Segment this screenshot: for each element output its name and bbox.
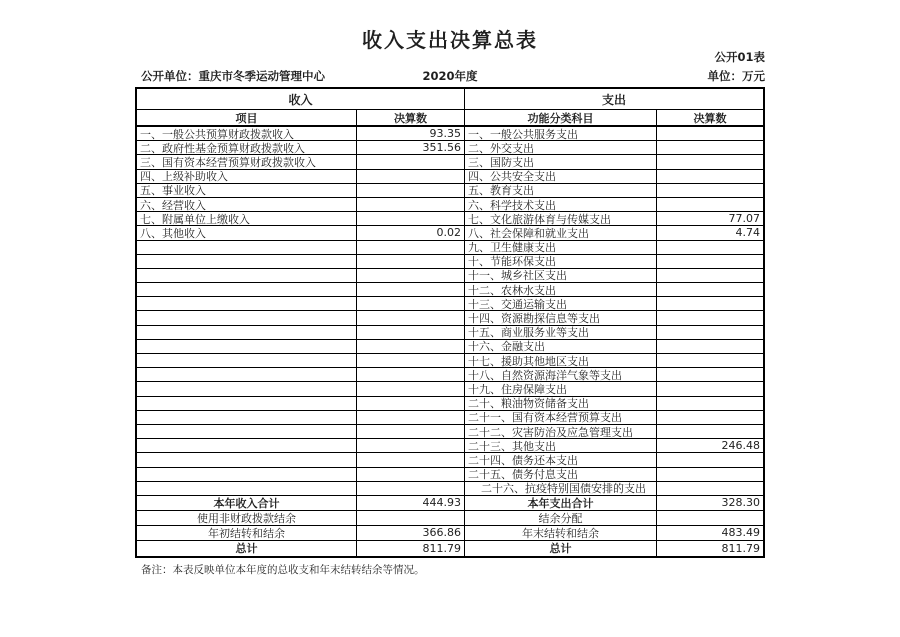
expense-item-cell: 十四、资源勘探信息等支出 (465, 311, 657, 324)
income-amount-cell (357, 198, 465, 211)
expense-item-cell: 七、文化旅游体育与传媒支出 (465, 212, 657, 225)
income-amount-cell: 93.35 (357, 127, 465, 140)
table-row (137, 439, 763, 453)
income-item-cell (137, 439, 357, 452)
income-item-cell: 四、上级补助收入 (137, 170, 357, 183)
income-item-cell (137, 425, 357, 438)
income-amount-cell (357, 482, 465, 495)
expense-amount-cell (657, 397, 763, 410)
expense-amount-cell (657, 382, 763, 395)
income-amount-cell (357, 411, 465, 424)
income-item-cell (137, 397, 357, 410)
expense-amount-cell (657, 283, 763, 296)
fiscal-year: 2020年度 (422, 69, 478, 83)
table-row (137, 311, 763, 325)
income-item-cell (137, 255, 357, 268)
expense-item-cell: 一、一般公共服务支出 (465, 127, 657, 140)
income-item-cell (137, 382, 357, 395)
table-row (137, 354, 763, 368)
income-item-cell (137, 297, 357, 310)
income-amount-cell (357, 340, 465, 353)
income-item-cell (137, 468, 357, 481)
expense-amount-cell (657, 453, 763, 466)
expense-total-label: 本年支出合计 (465, 496, 657, 510)
expense-item-cell: 十七、援助其他地区支出 (465, 354, 657, 367)
expense-amount-cell (657, 170, 763, 183)
footnote: 备注：本表反映单位本年度的总收支和年末结转结余等情况。 (141, 564, 425, 576)
grand-total-income-label: 总计 (137, 541, 357, 556)
grand-total-expense-value: 811.79 (721, 541, 760, 555)
col-header-income-amount: 决算数 (357, 110, 465, 125)
income-item-cell (137, 453, 357, 466)
income-total-label: 本年收入合计 (137, 496, 357, 510)
nonfiscal-balance-label: 使用非财政拨款结余 (137, 511, 357, 525)
income-amount-cell (357, 212, 465, 225)
expense-section-header: 支出 (601, 92, 626, 107)
expense-amount-cell (657, 411, 763, 424)
income-amount-cell (357, 297, 465, 310)
income-amount-cell (357, 368, 465, 381)
expense-item-cell: 二十一、国有资本经营预算支出 (465, 411, 657, 424)
expense-item-cell: 二十二、灾害防治及应急管理支出 (465, 425, 657, 438)
table-row (137, 411, 763, 425)
income-item-cell (137, 241, 357, 254)
income-amount-cell (357, 283, 465, 296)
income-item-cell (137, 283, 357, 296)
table-row (137, 425, 763, 439)
expense-item-cell: 六、科学技术支出 (465, 198, 657, 211)
table-row (137, 340, 763, 354)
expense-item-cell: 十五、商业服务业等支出 (465, 326, 657, 339)
expense-item-cell: 二、外交支出 (465, 141, 657, 154)
summary-row-carryover (137, 526, 763, 541)
table-row (137, 326, 763, 340)
income-amount-cell (357, 311, 465, 324)
begin-carryover-value: 366.86 (357, 526, 465, 540)
table-row (137, 198, 763, 212)
expense-amount-cell (657, 141, 763, 154)
expense-item-cell: 二十四、债务还本支出 (465, 453, 657, 466)
table-row (137, 297, 763, 311)
balance-alloc-value (657, 511, 763, 525)
income-amount-cell (357, 269, 465, 282)
table-row (137, 241, 763, 255)
income-amount-cell (357, 241, 465, 254)
expense-item-cell: 四、公共安全支出 (465, 170, 657, 183)
meta-row (135, 68, 765, 84)
expense-amount-cell (657, 326, 763, 339)
income-amount-cell (357, 184, 465, 197)
table-row (137, 382, 763, 396)
table-row (137, 170, 763, 184)
income-item-cell: 一、一般公共预算财政拨款收入 (137, 127, 357, 140)
income-amount-cell (357, 326, 465, 339)
unit-label: 单位：万元 (707, 69, 765, 83)
expense-item-cell: 三、国防支出 (465, 155, 657, 168)
expense-amount-cell (657, 198, 763, 211)
table-row (137, 155, 763, 169)
expense-amount-cell (657, 155, 763, 168)
income-item-cell (137, 269, 357, 282)
expense-item-cell: 二十五、债务付息支出 (465, 468, 657, 481)
expense-item-cell: 二十六、抗疫特别国债安排的支出 (465, 482, 657, 495)
grand-total-expense-label: 总计 (465, 541, 657, 556)
section-header-row (137, 89, 763, 110)
expense-amount-cell (657, 340, 763, 353)
table-row (137, 283, 763, 297)
publish-unit: 公开单位：重庆市冬季运动管理中心 (141, 69, 325, 83)
income-item-cell: 二、政府性基金预算财政拨款收入 (137, 141, 357, 154)
expense-amount-cell (657, 297, 763, 310)
col-header-expense-item: 功能分类科目 (465, 110, 657, 125)
expense-amount-cell (657, 311, 763, 324)
balance-alloc-label: 结余分配 (465, 511, 657, 525)
end-carryover-value: 483.49 (721, 526, 760, 540)
expense-amount-cell (657, 241, 763, 254)
income-amount-cell (357, 439, 465, 452)
income-amount-cell (357, 170, 465, 183)
expense-amount-cell: 4.74 (735, 226, 760, 240)
table-row (137, 226, 763, 240)
income-item-cell (137, 326, 357, 339)
expense-amount-cell (657, 482, 763, 495)
income-section-header: 收入 (137, 89, 465, 109)
income-total-value: 444.93 (357, 496, 465, 510)
income-item-cell (137, 482, 357, 495)
end-carryover-label: 年末结转和结余 (465, 526, 657, 540)
table-row (137, 255, 763, 269)
expense-amount-cell (657, 368, 763, 381)
income-amount-cell (357, 255, 465, 268)
expense-item-cell: 十一、城乡社区支出 (465, 269, 657, 282)
expense-amount-cell (657, 354, 763, 367)
col-header-expense-amount: 决算数 (693, 111, 727, 125)
expense-amount-cell (657, 425, 763, 438)
col-header-income-item: 项目 (137, 110, 357, 125)
income-amount-cell: 351.56 (357, 141, 465, 154)
page-title: 收入支出决算总表 (362, 28, 538, 52)
table-row (137, 453, 763, 467)
expense-item-cell: 八、社会保障和就业支出 (465, 226, 657, 239)
column-header-row (137, 110, 763, 127)
income-item-cell (137, 411, 357, 424)
expense-item-cell: 十、节能环保支出 (465, 255, 657, 268)
table-row (137, 368, 763, 382)
table-row (137, 269, 763, 283)
begin-carryover-label: 年初结转和结余 (137, 526, 357, 540)
table-row (137, 212, 763, 226)
expense-total-value: 328.30 (721, 496, 760, 510)
table-row (137, 482, 763, 496)
income-item-cell (137, 368, 357, 381)
summary-row-nonfiscal (137, 511, 763, 526)
expense-item-cell: 五、教育支出 (465, 184, 657, 197)
expense-amount-cell (657, 468, 763, 481)
income-item-cell (137, 340, 357, 353)
expense-amount-cell (657, 184, 763, 197)
table-row (137, 127, 763, 141)
table-code: 公开01表 (714, 50, 765, 64)
expense-item-cell: 二十三、其他支出 (465, 439, 657, 452)
table-row (137, 141, 763, 155)
expense-item-cell: 十八、自然资源海洋气象等支出 (465, 368, 657, 381)
expense-amount-cell (657, 269, 763, 282)
income-amount-cell (357, 453, 465, 466)
expense-amount-cell (657, 127, 763, 140)
income-amount-cell (357, 354, 465, 367)
table-row (137, 468, 763, 482)
income-amount-cell (357, 397, 465, 410)
income-amount-cell (357, 155, 465, 168)
income-amount-cell: 0.02 (357, 226, 465, 239)
expense-item-cell: 十六、金融支出 (465, 340, 657, 353)
expense-item-cell: 二十、粮油物资储备支出 (465, 397, 657, 410)
income-item-cell: 五、事业收入 (137, 184, 357, 197)
budget-table (135, 87, 765, 558)
table-row (137, 397, 763, 411)
expense-item-cell: 十三、交通运输支出 (465, 297, 657, 310)
summary-row-grand-total (137, 541, 763, 556)
income-item-cell (137, 354, 357, 367)
income-item-cell: 八、其他收入 (137, 226, 357, 239)
expense-item-cell: 十二、农林水支出 (465, 283, 657, 296)
nonfiscal-balance-value (357, 511, 465, 525)
expense-amount-cell: 246.48 (721, 439, 760, 453)
income-amount-cell (357, 382, 465, 395)
expense-amount-cell (657, 255, 763, 268)
expense-amount-cell: 77.07 (728, 212, 760, 226)
income-item-cell: 三、国有资本经营预算财政拨款收入 (137, 155, 357, 168)
income-item-cell: 七、附属单位上缴收入 (137, 212, 357, 225)
table-row (137, 184, 763, 198)
expense-item-cell: 十九、住房保障支出 (465, 382, 657, 395)
grand-total-income-value: 811.79 (357, 541, 465, 556)
income-item-cell: 六、经营收入 (137, 198, 357, 211)
expense-item-cell: 九、卫生健康支出 (465, 241, 657, 254)
income-amount-cell (357, 468, 465, 481)
income-amount-cell (357, 425, 465, 438)
income-item-cell (137, 311, 357, 324)
summary-row-total-current (137, 496, 763, 511)
